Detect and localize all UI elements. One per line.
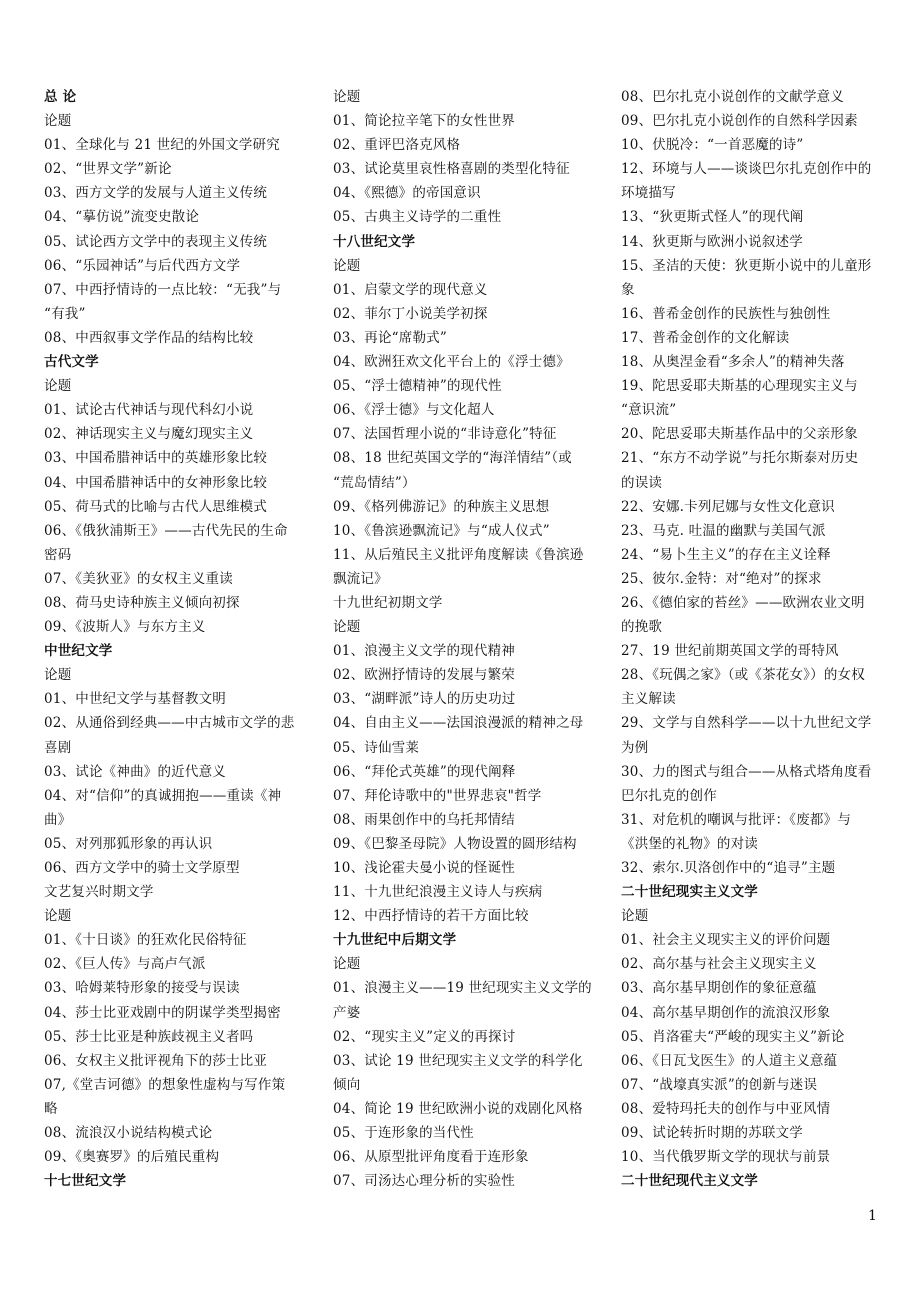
topic-line: 09、巴尔扎克小说创作的自然科学因素 — [621, 113, 858, 130]
section-heading: 古代文学 — [44, 354, 99, 371]
topic-line: 12、中西抒情诗的若干方面比较 — [333, 908, 529, 925]
topic-line: 08、中西叙事文学作品的结构比较 — [44, 329, 254, 346]
topic-line: 04、《熙德》的帝国意识 — [333, 185, 481, 202]
topic-line: 密码 — [44, 546, 72, 563]
section-heading: 十七世纪文学 — [44, 1173, 127, 1190]
topic-line: 05、于连形象的当代性 — [333, 1125, 474, 1142]
topic-line: 11、十九世纪浪漫主义诗人与疾病 — [333, 884, 543, 901]
topic-line: 04、对“信仰”的真诚拥抱——重读《神 — [44, 787, 282, 804]
topic-line: 论题 — [44, 113, 72, 130]
topic-line: 10、当代俄罗斯文学的现状与前景 — [621, 1149, 831, 1166]
topic-line: 17、普希金创作的文化解读 — [621, 329, 790, 346]
column-3 — [621, 85, 891, 1193]
topic-line: 论题 — [333, 956, 361, 973]
topic-line: 01、中世纪文学与基督教文明 — [44, 691, 226, 708]
topic-line: 08、18 世纪英国文学的“海洋情结”（或 — [333, 450, 572, 467]
topic-line: 06、西方文学中的骑士文学原型 — [44, 860, 240, 876]
topic-line: 文艺复兴时期文学 — [44, 884, 154, 901]
topic-line: 26、《德伯家的苔丝》——欧洲农业文明 — [621, 594, 865, 611]
topic-line: 03、哈姆莱特形象的接受与误读 — [44, 980, 240, 997]
topic-line: 06、“乐园神话”与后代西方文学 — [44, 257, 241, 274]
topic-line: 01、社会主义现实主义的评价问题 — [621, 932, 831, 949]
topic-line: 03、再论“席勒式” — [333, 329, 447, 346]
topic-line: 27、19 世纪前期英国文学的哥特风 — [621, 643, 839, 660]
topic-line: “意识流” — [621, 402, 677, 419]
topic-line: 14、狄更斯与欧洲小说叙述学 — [621, 233, 803, 250]
topic-line: 01、启蒙文学的现代意义 — [333, 281, 488, 298]
topic-line: 05、荷马式的比喻与古代人思维模式 — [44, 498, 268, 515]
section-heading: 十九世纪中后期文学 — [333, 932, 457, 949]
topic-line: 13、“狄更斯式怪人”的现代阐 — [621, 209, 804, 226]
topic-line: 巴尔扎克的创作 — [621, 787, 717, 804]
topic-line: 01、全球化与 21 世纪的外国文学研究 — [44, 137, 280, 154]
topic-line: 11、从后殖民主义批评角度解读《鲁滨逊 — [333, 546, 584, 563]
column-2 — [333, 85, 603, 1193]
topic-line: 07、司汤达心理分析的实验性 — [333, 1173, 515, 1190]
topic-line: 03、“湖畔派”诗人的历史功过 — [333, 691, 516, 708]
topic-line: 02、菲尔丁小说美学初探 — [333, 305, 488, 322]
topic-line: 09、《奥赛罗》的后殖民重构 — [44, 1149, 220, 1166]
column-1 — [44, 85, 314, 1193]
topic-line: 20、陀思妥耶夫斯基作品中的父亲形象 — [621, 426, 858, 443]
section-heading: 十八世纪文学 — [333, 233, 416, 250]
topic-line: 03、中国希腊神话中的英雄形象比较 — [44, 450, 268, 467]
topic-line: 01、浪漫主义文学的现代精神 — [333, 643, 515, 660]
section-heading: 中世纪文学 — [44, 643, 113, 660]
topic-line: 04、莎士比亚戏剧中的阴谋学类型揭密 — [44, 1004, 281, 1021]
topic-line: 02、欧洲抒情诗的发展与繁荣 — [333, 667, 515, 684]
topic-line: 05、肖洛霍夫“严峻的现实主义”新论 — [621, 1028, 845, 1045]
topic-line: 24、“易卜生主义”的存在主义诠释 — [621, 546, 831, 563]
topic-line: 07、拜伦诗歌中的"世界悲哀"哲学 — [333, 787, 542, 804]
topic-line: 10、伏脱冷：“一首恶魔的诗” — [621, 137, 804, 154]
topic-line: 07、“战壕真实派”的创新与迷误 — [621, 1076, 818, 1093]
topic-line: 十九世纪初期文学 — [333, 594, 443, 611]
topic-line: 的挽歌 — [621, 619, 663, 636]
topic-line: 04、自由主义——法国浪漫派的精神之母 — [333, 715, 584, 732]
topic-line: 06、《俄狄浦斯王》——古代先民的生命 — [44, 522, 288, 539]
topic-line: 论题 — [44, 667, 72, 684]
topic-line: 06、女权主义批评视角下的莎士比亚 — [44, 1052, 268, 1069]
topic-line: 31、对危机的嘲讽与批评：《废都》与 — [621, 811, 852, 828]
topic-line: 30、力的图式与组合——从格式塔角度看 — [621, 763, 872, 780]
topic-line: 《洪堡的礼物》的对读 — [621, 835, 758, 852]
topic-line: 08、流浪汉小说结构模式论 — [44, 1125, 213, 1142]
topic-line: 04、中国希腊神话中的女神形象比较 — [44, 474, 268, 491]
topic-line: 01、简论拉辛笔下的女性世界 — [333, 113, 515, 130]
topic-line: 05、古典主义诗学的二重性 — [333, 209, 502, 226]
topic-line: “有我” — [44, 305, 86, 322]
topic-line: 的误读 — [621, 474, 663, 491]
topic-line: 曲》 — [44, 811, 72, 828]
topic-line: 06、《日瓦戈医生》的人道主义意蕴 — [621, 1052, 838, 1069]
topic-line: 02、从通俗到经典——中古城市文学的悲 — [44, 715, 295, 732]
topic-line: “荒岛情结”） — [333, 474, 416, 491]
topic-line: 23、马克. 吐温的幽默与美国气派 — [621, 522, 826, 539]
topic-line: 08、巴尔扎克小说创作的文献学意义 — [621, 89, 845, 105]
topic-line: 02、“世界文学”新论 — [44, 161, 172, 178]
topic-line: 04、“摹仿说”流变史散论 — [44, 209, 200, 226]
topic-line: 论题 — [44, 378, 72, 395]
topic-line: 02、高尔基与社会主义现实主义 — [621, 956, 817, 973]
topic-line: 01、《十日谈》的狂欢化民俗特征 — [44, 932, 247, 949]
topic-line: 02、神话现实主义与魔幻现实主义 — [44, 426, 254, 443]
topic-line: 28、《玩偶之家》（或《茶花女》）的女权 — [621, 667, 865, 684]
topic-line: 09、《格列佛游记》的种族主义思想 — [333, 498, 550, 515]
topic-line: 产婆 — [333, 1004, 361, 1021]
topic-line: 09、试论转折时期的苏联文学 — [621, 1125, 803, 1142]
topic-line: 03、试论 19 世纪现实主义文学的科学化 — [333, 1052, 583, 1069]
topic-line: 25、彼尔.金特：对“绝对”的探求 — [621, 570, 822, 587]
topic-line: 喜剧 — [44, 739, 72, 756]
topic-line: 19、陀思妥耶夫斯基的心理现实主义与 — [621, 378, 858, 395]
topic-line: 05、试论西方文学中的表现主义传统 — [44, 233, 268, 250]
topic-line: 08、雨果创作中的乌托邦情结 — [333, 811, 515, 828]
topic-line: 12、环境与人——谈谈巴尔扎克创作中的 — [621, 161, 872, 178]
topic-line: 飘流记》 — [333, 570, 388, 587]
topic-line: 论题 — [333, 89, 361, 105]
page-number: 1 — [868, 1208, 877, 1224]
topic-line: 05、“浮士德精神”的现代性 — [333, 378, 502, 395]
topic-line: 32、索尔.贝洛创作中的“追寻”主题 — [621, 860, 836, 876]
topic-line: 07、中西抒情诗的一点比较：“无我”与 — [44, 281, 282, 298]
topic-line: 象 — [621, 281, 635, 298]
topic-line: 07、《美狄亚》的女权主义重读 — [44, 570, 233, 587]
topic-line: 04、高尔基早期创作的流浪汉形象 — [621, 1004, 831, 1021]
topic-line: 05、莎士比亚是种族歧视主义者吗 — [44, 1028, 254, 1045]
topic-line: 08、荷马史诗种族主义倾向初探 — [44, 594, 240, 611]
topic-line: 18、从奥涅金看“多余人”的精神失落 — [621, 354, 845, 371]
topic-line: 为例 — [621, 739, 649, 756]
topic-line: 03、西方文学的发展与人道主义传统 — [44, 185, 268, 202]
topic-line: 03、高尔基早期创作的象征意蕴 — [621, 980, 817, 997]
topic-line: 02、《巨人传》与高卢气派 — [44, 956, 206, 973]
topic-line: 03、试论莫里哀性格喜剧的类型化特征 — [333, 161, 570, 178]
topic-line: 10、浅论霍夫曼小说的怪诞性 — [333, 860, 515, 876]
topic-line: 略 — [44, 1100, 58, 1117]
section-heading: 总 论 — [44, 89, 77, 105]
topic-line: 论题 — [621, 908, 649, 925]
topic-line: 08、爱特玛托夫的创作与中亚风情 — [621, 1100, 831, 1117]
topic-line: 06、《浮士德》与文化超人 — [333, 402, 495, 419]
topic-line: 环境描写 — [621, 185, 676, 202]
topic-line: 倾向 — [333, 1076, 361, 1093]
section-heading: 二十世纪现代主义文学 — [621, 1173, 758, 1190]
section-heading: 二十世纪现实主义文学 — [621, 884, 758, 901]
topic-line: 16、普希金创作的民族性与独创性 — [621, 305, 831, 322]
topic-line: 07,《堂吉诃德》的想象性虚构与写作策 — [44, 1076, 286, 1093]
topic-line: 论题 — [44, 908, 72, 925]
topic-line: 05、诗仙雪莱 — [333, 739, 420, 756]
topic-line: 02、“现实主义”定义的再探讨 — [333, 1028, 516, 1045]
topic-line: 01、试论古代神话与现代科幻小说 — [44, 402, 254, 419]
topic-line: 论题 — [333, 257, 361, 274]
topic-line: 29、文学与自然科学——以十九世纪文学 — [621, 715, 872, 732]
topic-line: 01、浪漫主义——19 世纪现实主义文学的 — [333, 980, 592, 997]
topic-line: 03、试论《神曲》的近代意义 — [44, 763, 226, 780]
topic-line: 05、对列那狐形象的再认识 — [44, 835, 213, 852]
topic-line: 主义解读 — [621, 691, 676, 708]
topic-line: 07、法国哲理小说的“非诗意化”特征 — [333, 426, 557, 443]
topic-line: 21、“东方不动学说”与托尔斯泰对历史 — [621, 450, 859, 467]
topic-line: 04、简论 19 世纪欧洲小说的戏剧化风格 — [333, 1100, 583, 1117]
topic-line: 22、安娜.卡列尼娜与女性文化意识 — [621, 498, 835, 515]
topic-line: 15、圣洁的天使：狄更斯小说中的儿童形 — [621, 257, 872, 274]
topic-line: 06、从原型批评角度看于连形象 — [333, 1149, 529, 1166]
topic-line: 09、《巴黎圣母院》人物设置的圆形结构 — [333, 835, 577, 852]
topic-line: 04、欧洲狂欢文化平台上的《浮士德》 — [333, 354, 570, 371]
topic-line: 02、重评巴洛克风格 — [333, 137, 461, 154]
topic-line: 论题 — [333, 619, 361, 636]
topic-line: 09、《波斯人》与东方主义 — [44, 619, 206, 636]
topic-line: 06、“拜伦式英雄”的现代阐释 — [333, 763, 516, 780]
topic-line: 10、《鲁滨逊飘流记》与“成人仪式” — [333, 522, 550, 539]
